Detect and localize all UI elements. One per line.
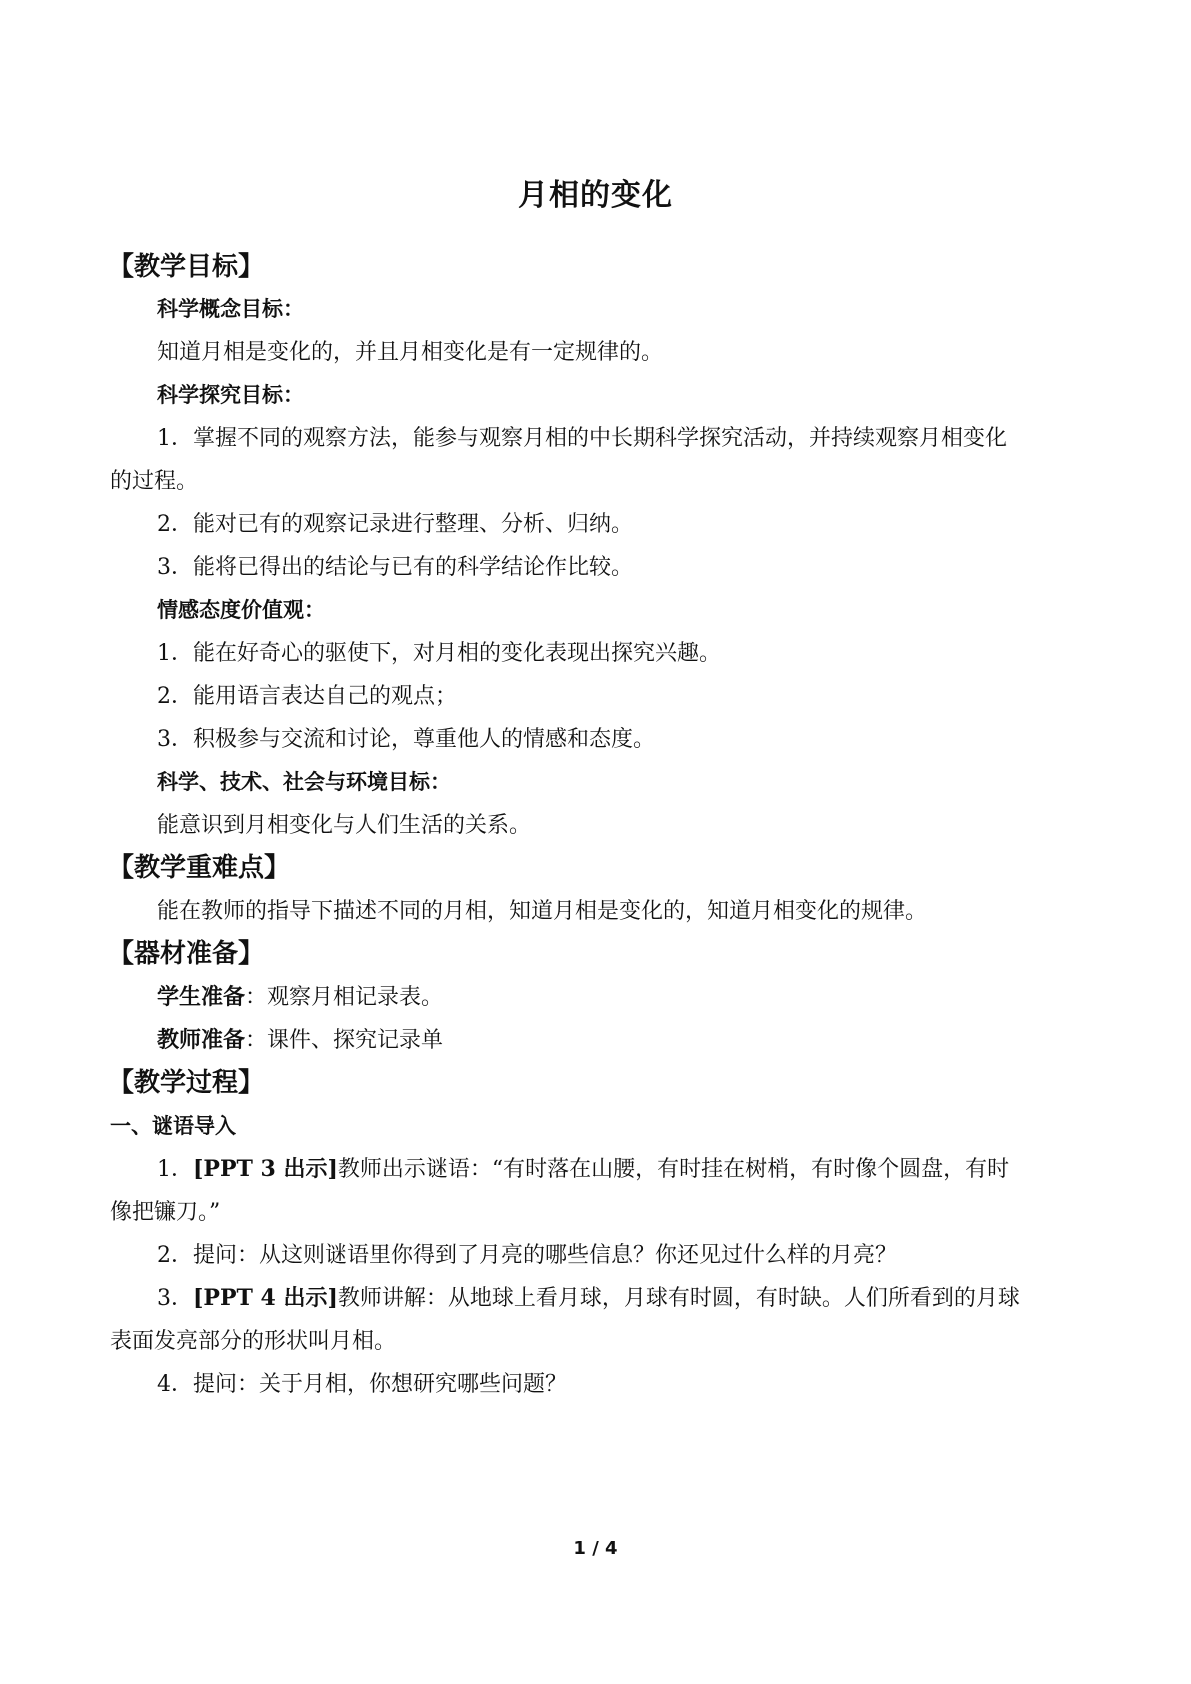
process-item-3 — [157, 1275, 1137, 1322]
heading-process: 【教学过程】 — [108, 1068, 265, 1098]
page-number: 1 / 4 — [573, 1538, 618, 1559]
part1-heading: 一、谜语导入 — [110, 1114, 236, 1138]
concept-text: 知道月相是变化的，并且月相变化是有一定规律的。 — [157, 340, 664, 365]
inquiry-item-2: 2．能对已有的观察记录进行整理、分析、归纳。 — [157, 512, 633, 537]
item1-text: 教师出示谜语：“有时落在山腰，有时挂在树梢，有时像个圆盘，有时 — [337, 1157, 1010, 1182]
heading-materials: 【器材准备】 — [108, 939, 265, 969]
item3-ppt-tag: [PPT 4 出示] — [193, 1285, 338, 1311]
item1-number: 1． — [157, 1157, 193, 1182]
item3-text: 教师讲解：从地球上看月球，月球有时圆，有时缺。人们所看到的月球 — [337, 1286, 1020, 1311]
inquiry-item-1-cont: 的过程。 — [110, 469, 199, 494]
item3-number: 3． — [157, 1286, 193, 1311]
item1-ppt-tag: [PPT 3 出示] — [193, 1156, 338, 1182]
heading-objectives: 【教学目标】 — [108, 252, 265, 282]
process-item-1-cont: 像把镰刀。” — [110, 1200, 221, 1225]
attitude-item-2: 2．能用语言表达自己的观点； — [157, 684, 457, 709]
process-item-3-cont: 表面发亮部分的形状叫月相。 — [110, 1329, 397, 1354]
attitude-item-3: 3．积极参与交流和讨论，尊重他人的情感和态度。 — [157, 727, 655, 752]
key-points-text: 能在教师的指导下描述不同的月相，知道月相是变化的，知道月相变化的规律。 — [157, 899, 928, 924]
subheading-inquiry: 科学探究目标： — [157, 383, 304, 407]
subheading-sts: 科学、技术、社会与环境目标： — [157, 770, 451, 794]
teacher-prep-label: 教师准备 — [157, 1028, 246, 1053]
sts-text: 能意识到月相变化与人们生活的关系。 — [157, 813, 532, 838]
document-title: 月相的变化 — [518, 178, 673, 213]
process-item-1 — [157, 1146, 1137, 1193]
process-item-2: 2．提问：从这则谜语里你得到了月亮的哪些信息？你还见过什么样的月亮？ — [157, 1243, 897, 1268]
process-item-4: 4．提问：关于月相，你想研究哪些问题？ — [157, 1372, 567, 1397]
inquiry-item-1: 1．掌握不同的观察方法，能参与观察月相的中长期科学探究活动，并持续观察月相变化 — [157, 426, 1007, 451]
subheading-attitude: 情感态度价值观： — [157, 598, 325, 622]
heading-key-points: 【教学重难点】 — [108, 853, 291, 883]
teacher-prep-text: ：课件、探究记录单 — [245, 1028, 444, 1053]
materials-teacher — [157, 1017, 1137, 1064]
inquiry-item-3: 3．能将已得出的结论与已有的科学结论作比较。 — [157, 555, 633, 580]
subheading-concept: 科学概念目标： — [157, 297, 304, 321]
materials-student — [157, 974, 1137, 1021]
student-prep-label: 学生准备 — [157, 985, 246, 1010]
student-prep-text: ：观察月相记录表。 — [245, 985, 444, 1010]
attitude-item-1: 1．能在好奇心的驱使下，对月相的变化表现出探究兴趣。 — [157, 641, 721, 666]
